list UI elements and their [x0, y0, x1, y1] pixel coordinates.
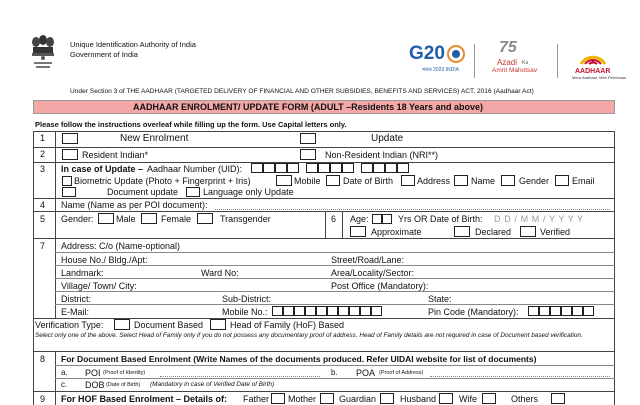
name-update-checkbox[interactable] [454, 175, 468, 186]
approximate-label: Approximate [371, 227, 422, 237]
row-8b-line [55, 378, 615, 379]
verification-note: Select only one of the above. Select Head of Family only if you do not possess any documentary proof of address. Head of Family details are not required in case of Document based verification. [35, 332, 583, 339]
poa-letter: b. [331, 368, 338, 377]
name-update-label: Name [471, 176, 496, 186]
mobile-update-checkbox[interactable] [276, 175, 292, 186]
azadi-mahotsav: Amrit Mahotsav [492, 67, 538, 74]
mobile-digit-3[interactable] [294, 306, 305, 316]
mobile-digit-8[interactable] [349, 306, 360, 316]
org-gov: Government of India [70, 50, 138, 59]
wife-checkbox[interactable] [482, 393, 496, 404]
azadi-number: 75 [499, 39, 517, 56]
transgender-checkbox[interactable] [197, 213, 213, 224]
declared-checkbox[interactable] [454, 226, 470, 237]
mobile-digit-5[interactable] [316, 306, 327, 316]
district-label: District: [61, 294, 91, 304]
num-col-divider [55, 131, 56, 405]
hof-enrolment-label: For HOF Based Enrolment – Details of: [61, 394, 228, 404]
mobile-digit-4[interactable] [305, 306, 316, 316]
new-enrolment-checkbox[interactable] [62, 133, 78, 144]
others-checkbox[interactable] [551, 393, 565, 404]
form-title: AADHAAR ENROLMENT/ UPDATE FORM (ADULT –Residents 18 Years and above) [133, 102, 484, 112]
dob-mask[interactable]: D D / M M / Y Y Y Y [494, 214, 584, 224]
row-6-num-divider [342, 211, 343, 238]
street-label: Street/Road/Lane: [331, 255, 405, 265]
poa-label: POA [356, 368, 376, 378]
g20-text: G20 [409, 43, 445, 64]
uid-digit-5[interactable] [306, 163, 318, 173]
aadhaar-tagline: Mera Aadhaar, Meri Pehchaan [572, 75, 627, 80]
verification-divider [33, 351, 615, 352]
row-7-num: 7 [40, 241, 46, 251]
azadi-ka: Ka [522, 60, 529, 66]
mobile-update-label: Mobile [294, 176, 321, 186]
email-label: E-Mail: [61, 307, 90, 317]
pin-digit-6[interactable] [583, 306, 594, 316]
mother-label: Mother [288, 394, 317, 404]
house-label: House No./ Bldg./Apt: [61, 255, 148, 265]
yrs-or-dob-label: Yrs OR Date of Birth: [398, 214, 483, 224]
poi-input[interactable] [160, 376, 320, 377]
email-update-label: Email [572, 176, 595, 186]
row-7b-line [55, 265, 615, 266]
poa-sub: (Proof of Address) [379, 370, 424, 376]
poi-letter: a. [61, 368, 68, 377]
others-label: Others [511, 394, 539, 404]
address-co-label: Address: C/o (Name-optional) [61, 241, 181, 251]
resident-indian-label: Resident Indian* [82, 150, 149, 160]
female-label: Female [161, 214, 192, 224]
mobile-digit-6[interactable] [327, 306, 338, 316]
pin-digit-1[interactable] [528, 306, 539, 316]
row-4-num: 4 [40, 200, 46, 210]
row-3-divider [33, 198, 615, 199]
document-based-label: Document Based [134, 320, 204, 330]
dob-doc-label: DOB [85, 380, 105, 390]
document-based-checkbox[interactable] [114, 319, 130, 330]
row-7d-line [55, 291, 615, 292]
row-1-num: 1 [40, 133, 46, 143]
row-8-num: 8 [40, 354, 46, 364]
ward-label: Ward No: [201, 268, 239, 278]
row-6-num: 6 [331, 214, 337, 224]
uid-digit-3[interactable] [275, 163, 287, 173]
village-label: Village/ Town/ City: [61, 281, 137, 291]
age-digit-1[interactable] [372, 214, 382, 224]
uid-digit-1[interactable] [251, 163, 263, 173]
row-7a-line [55, 252, 615, 253]
uid-label: Aadhaar Number (UID): [147, 164, 243, 174]
post-office-label: Post Office (Mandatory): [331, 281, 429, 291]
female-checkbox[interactable] [141, 213, 157, 224]
row-1-divider [33, 147, 615, 148]
emblem-logo [30, 30, 56, 76]
pin-digit-2[interactable] [539, 306, 550, 316]
row-8-divider [33, 391, 615, 392]
guardian-label: Guardian [339, 394, 377, 404]
aadhaar-text: AADHAAR [575, 68, 611, 75]
row-5-6-divider [325, 211, 326, 238]
pin-label: Pin Code (Mandatory): [428, 307, 519, 317]
logo-divider-1 [474, 44, 475, 78]
father-label: Father [243, 394, 270, 404]
gender-label: Gender: [61, 214, 94, 224]
mobile-digit-2[interactable] [283, 306, 294, 316]
male-label: Male [116, 214, 136, 224]
document-update-label: Document update [107, 187, 179, 197]
dob-update-checkbox[interactable] [326, 175, 340, 186]
state-label: State: [428, 294, 452, 304]
new-enrolment-label: New Enrolment [120, 133, 189, 144]
row-5-num: 5 [40, 214, 46, 224]
dob-doc-sub: (Date of Birth) [106, 382, 141, 388]
uid-digit-7[interactable] [330, 163, 342, 173]
pin-digit-3[interactable] [550, 306, 561, 316]
mobile-digit-9[interactable] [360, 306, 371, 316]
update-label: Update [371, 133, 404, 144]
wife-label: Wife [459, 394, 477, 404]
gender-update-label: Gender [519, 176, 550, 186]
uid-digit-4[interactable] [287, 163, 299, 173]
pin-digit-5[interactable] [572, 306, 583, 316]
resident-indian-checkbox[interactable] [62, 149, 78, 160]
verification-label: Verification Type: [35, 320, 104, 330]
husband-checkbox[interactable] [439, 393, 453, 404]
mobile-digit-7[interactable] [338, 306, 349, 316]
dob-letter: c. [61, 380, 68, 389]
dob-update-label: Date of Birth [343, 176, 394, 186]
uid-digit-9[interactable] [361, 163, 373, 173]
aadhaar-logo [573, 40, 613, 66]
instructions: Please follow the instructions overleaf while filling up the form. Use Capital letters only. [35, 120, 347, 129]
hof-based-checkbox[interactable] [210, 319, 226, 330]
nri-label: Non-Resident Indian (NRI**) [325, 150, 439, 160]
uid-digit-11[interactable] [385, 163, 397, 173]
update-checkbox[interactable] [300, 133, 316, 144]
language-update-checkbox[interactable] [186, 187, 200, 197]
male-checkbox[interactable] [98, 213, 114, 224]
approximate-checkbox[interactable] [350, 226, 366, 237]
poi-sub: (Proof of Identity) [103, 370, 146, 376]
row-5-divider [33, 238, 615, 239]
husband-label: Husband [400, 394, 437, 404]
father-checkbox[interactable] [271, 393, 285, 404]
biometric-update-label: Biometric Update (Photo + Fingerprint + Iris) [74, 176, 251, 186]
logo-divider-2 [557, 44, 558, 78]
address-update-checkbox[interactable] [401, 175, 415, 186]
verified-label: Verified [540, 227, 571, 237]
age-digit-2[interactable] [382, 214, 392, 224]
landmark-label: Landmark: [61, 268, 104, 278]
row-7e-line [55, 304, 615, 305]
sub-district-label: Sub-District: [222, 294, 272, 304]
verified-checkbox[interactable] [520, 226, 536, 237]
biometric-update-checkbox[interactable] [62, 176, 72, 186]
org-name: Unique Identification Authority of India [70, 40, 196, 49]
area-label: Area/Locality/Sector: [331, 268, 415, 278]
name-label: Name (Name as per POI document): [61, 200, 208, 210]
row-2-num: 2 [40, 149, 46, 159]
mother-checkbox[interactable] [320, 393, 334, 404]
uid-digit-12[interactable] [397, 163, 409, 173]
email-update-checkbox[interactable] [555, 175, 569, 186]
transgender-label: Transgender [220, 214, 271, 224]
poa-input[interactable] [430, 376, 610, 377]
act-line: Under Section 3 of THE AADHAAR (TARGETED DELIVERY OF FINANCIAL AND OTHER SUBSIDIES, BENEFITS AND SERVICES) ACT, 2016 (Aadhaar Act) [70, 88, 534, 95]
name-input[interactable] [215, 209, 610, 210]
azadi-text: Azadi [497, 58, 518, 67]
document-enrolment-label: For Document Based Enrolment (Write Names of the documents produced. Refer UIDAI website for list of documents) [61, 354, 537, 364]
address-update-label: Address [417, 176, 451, 186]
dob-doc-note: (Mandatory in case of Verified Date of Birth) [150, 381, 275, 388]
nri-checkbox[interactable] [300, 149, 316, 160]
uid-digit-10[interactable] [373, 163, 385, 173]
row-7c-line [55, 278, 615, 279]
guardian-checkbox[interactable] [380, 393, 394, 404]
language-update-label: Language only Update [203, 187, 294, 197]
update-case-label: In case of Update – [61, 164, 144, 174]
row-9-num: 9 [40, 394, 46, 404]
poi-label: POI [85, 368, 101, 378]
uid-digit-6[interactable] [318, 163, 330, 173]
mobile-digit-10[interactable] [371, 306, 382, 316]
declared-label: Declared [475, 227, 512, 237]
g20-sub: भारत 2023 INDIA [422, 67, 459, 73]
pin-digit-4[interactable] [561, 306, 572, 316]
document-update-checkbox[interactable] [62, 187, 76, 197]
age-label: Age: [350, 214, 369, 224]
uid-digit-8[interactable] [342, 163, 354, 173]
mobile-digit-1[interactable] [272, 306, 283, 316]
gender-update-checkbox[interactable] [501, 175, 515, 186]
row-3-num: 3 [40, 164, 46, 174]
row-8a-line [55, 365, 615, 366]
mobile-label: Mobile No.: [222, 307, 268, 317]
uid-digit-2[interactable] [263, 163, 275, 173]
row-4-divider [33, 211, 615, 212]
hof-based-label: Head of Family (HoF) Based [230, 320, 345, 330]
